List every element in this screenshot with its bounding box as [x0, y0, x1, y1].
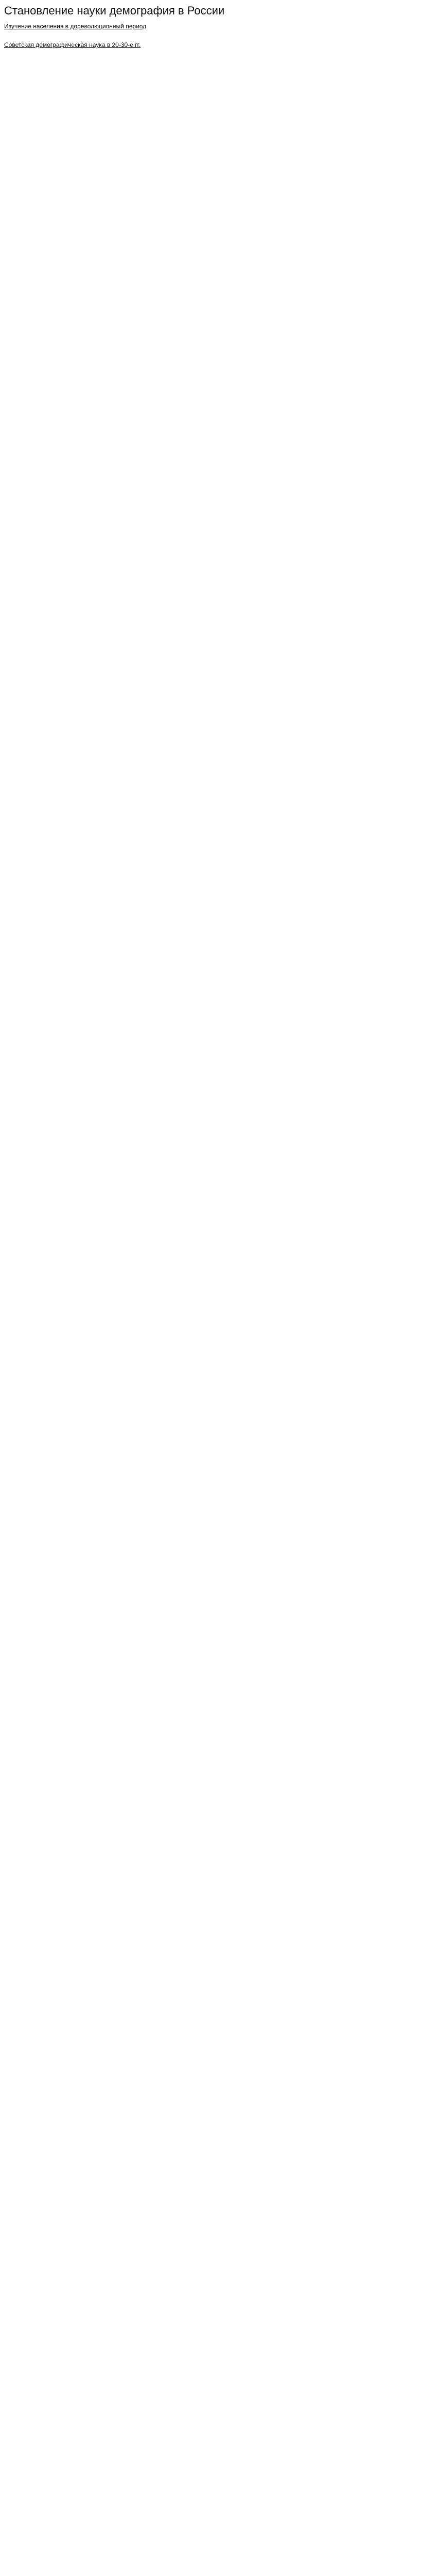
document-page	[0, 0, 436, 57]
section-heading-soviet: Советская демографическая наука в 20-30-е гг.	[4, 41, 141, 49]
page-title: Становление науки демография в России	[4, 4, 225, 17]
document-content	[4, 23, 432, 49]
spacer	[4, 33, 432, 36]
section-heading-prerevolution: Изучение населения в дореволюционный период	[4, 23, 147, 30]
